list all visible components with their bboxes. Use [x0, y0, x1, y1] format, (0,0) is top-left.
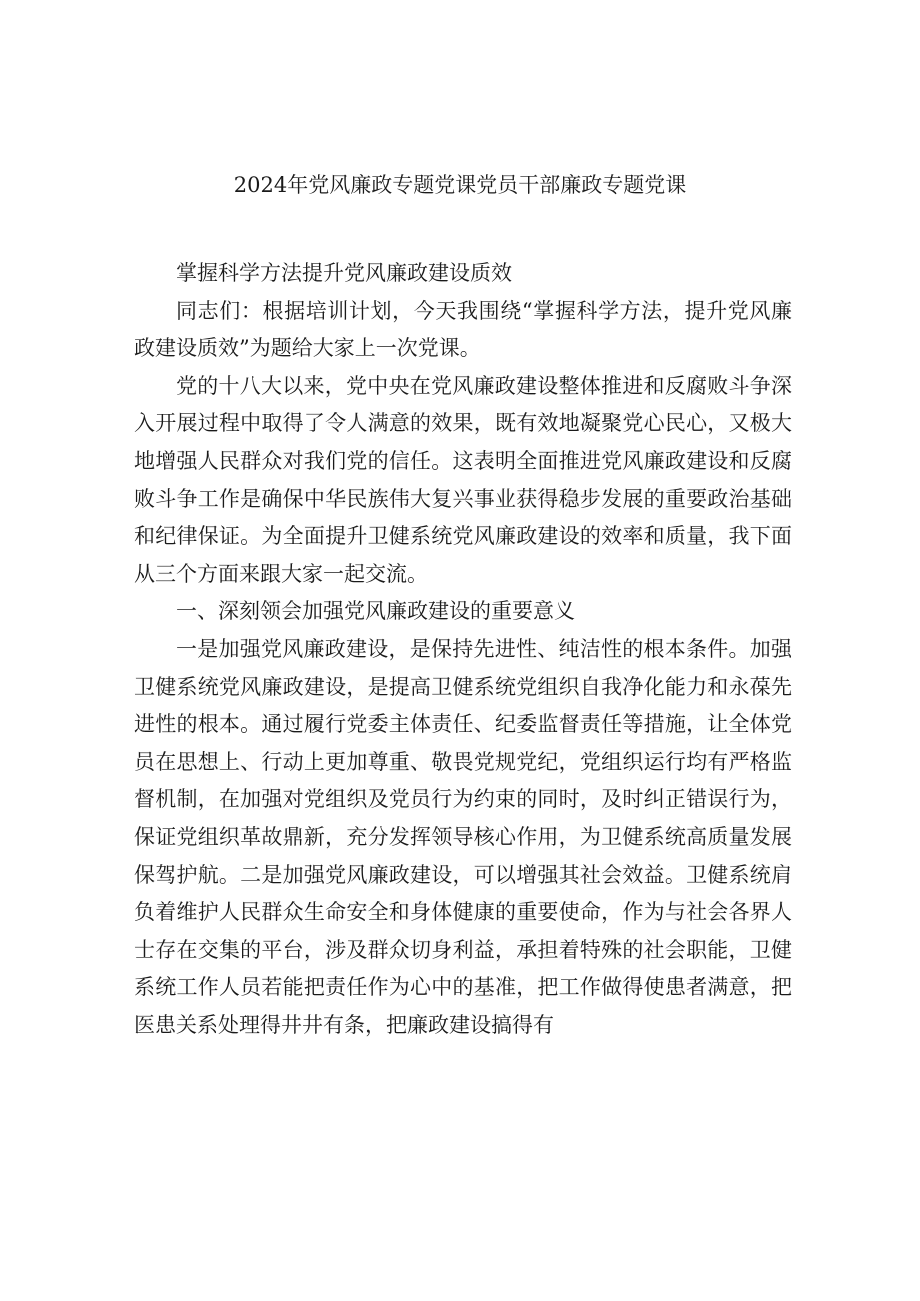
section-heading-one: 一、深刻领会加强党风廉政建设的重要意义 — [176, 599, 575, 624]
paragraph-intro: 党的十八大以来，党中央在党风廉政建设整体推进和反腐败斗争深入开展过程中取得了令人满意的效果，既有效地凝聚党心民心，又极大地增强人民群众对我们党的信任。这表明全面推进党风廉政建设和反腐败斗争工作是确保中华民族伟大复兴事业获得稳步发展的重要政治基础和纪律保证。为全面提升卫健系统党风廉政建设的效率和质量，我下面从三个方面来跟大家一起交流。 — [134, 373, 792, 586]
paragraph-greeting: 同志们：根据培训计划，今天我围绕“掌握科学方法，提升党风廉政建设质效”为题给大家上一次党课。 — [134, 298, 792, 361]
document-body — [134, 255, 792, 1044]
section-subtitle: 掌握科学方法提升党风廉政建设质效 — [176, 261, 512, 285]
document-title: 2024年党风廉政专题党课党员干部廉政专题党课 — [233, 173, 687, 197]
paragraph-significance: 一是加强党风廉政建设，是保持先进性、纯洁性的根本条件。加强卫健系统党风廉政建设，是提高卫健系统党组织自我净化能力和永葆先进性的根本。通过履行党委主体责任、纪委监督责任等措施，让全体党员在思想上、行动上更加尊重、敬畏党规党纪，党组织运行均有严格监督机制，在加强对党组织及党员行为约束的同时，及时纠正错误行为，保证党组织革故鼎新，充分发挥领导核心作用，为卫健系统高质量发展保驾护航。二是加强党风廉政建设，可以增强其社会效益。卫健系统肩负着维护人民群众生命安全和身体健康的重要使命，作为与社会各界人士存在交集的平台，涉及群众切身利益，承担着特殊的社会职能，卫健系统工作人员若能把责任作为心中的基准，把工作做得使患者满意，把医患关系处理得井井有条，把廉政建设搞得有 — [134, 636, 792, 1037]
